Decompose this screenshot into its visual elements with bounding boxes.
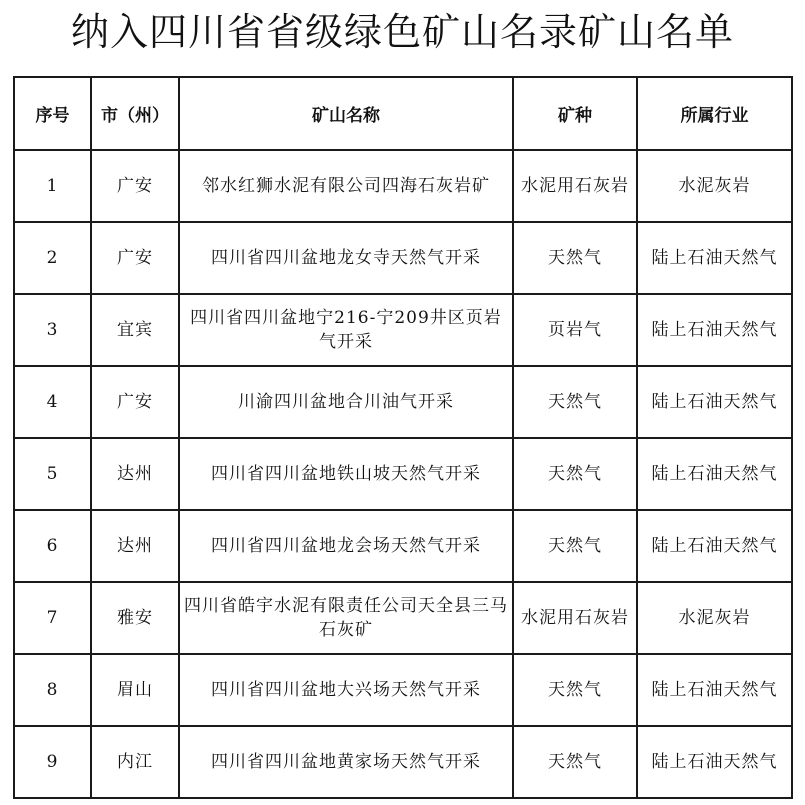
row-mineral: 天然气: [513, 438, 637, 510]
row-index: 8: [14, 654, 91, 726]
row-mine-name: 四川省四川盆地大兴场天然气开采: [179, 654, 513, 726]
table-row: [14, 582, 792, 654]
row-index: 9: [14, 726, 91, 798]
table-row: [14, 654, 792, 726]
row-mineral: 天然气: [513, 222, 637, 294]
row-mineral: 页岩气: [513, 294, 637, 366]
row-industry: 水泥灰岩: [637, 582, 792, 654]
row-mine-name: 四川省四川盆地铁山坡天然气开采: [179, 438, 513, 510]
row-industry: 陆上石油天然气: [637, 294, 792, 366]
row-industry: 陆上石油天然气: [637, 366, 792, 438]
row-index: 6: [14, 510, 91, 582]
row-mineral: 天然气: [513, 366, 637, 438]
table-row: [14, 222, 792, 294]
row-city: 达州: [91, 510, 179, 582]
row-index: 4: [14, 366, 91, 438]
row-index: 2: [14, 222, 91, 294]
header-index: 序号: [14, 77, 91, 150]
row-city: 达州: [91, 438, 179, 510]
row-city: 眉山: [91, 654, 179, 726]
row-index: 5: [14, 438, 91, 510]
mine-list-table: [13, 76, 793, 799]
row-index: 3: [14, 294, 91, 366]
row-mine-name: 四川省四川盆地龙会场天然气开采: [179, 510, 513, 582]
row-city: 广安: [91, 150, 179, 222]
row-mineral: 水泥用石灰岩: [513, 582, 637, 654]
row-mineral: 水泥用石灰岩: [513, 150, 637, 222]
row-mine-name: 四川省四川盆地黄家场天然气开采: [179, 726, 513, 798]
row-mine-name: 川渝四川盆地合川油气开采: [179, 366, 513, 438]
row-city: 宜宾: [91, 294, 179, 366]
row-mine-name: 四川省四川盆地宁216-宁209井区页岩气开采: [179, 294, 513, 366]
row-industry: 水泥灰岩: [637, 150, 792, 222]
row-city: 广安: [91, 366, 179, 438]
table-header-row: [14, 77, 792, 150]
row-index: 7: [14, 582, 91, 654]
row-index: 1: [14, 150, 91, 222]
row-industry: 陆上石油天然气: [637, 510, 792, 582]
row-mine-name: 邻水红狮水泥有限公司四海石灰岩矿: [179, 150, 513, 222]
row-mine-name: 四川省四川盆地龙女寺天然气开采: [179, 222, 513, 294]
row-industry: 陆上石油天然气: [637, 726, 792, 798]
header-industry: 所属行业: [637, 77, 792, 150]
table-row: [14, 726, 792, 798]
document-title: 纳入四川省省级绿色矿山名录矿山名单: [70, 10, 734, 54]
table-row: [14, 510, 792, 582]
table-row: [14, 438, 792, 510]
header-city: 市（州）: [91, 77, 179, 150]
row-city: 广安: [91, 222, 179, 294]
row-mine-name: 四川省皓宇水泥有限责任公司天全县三马石灰矿: [179, 582, 513, 654]
row-city: 雅安: [91, 582, 179, 654]
header-mineral: 矿种: [513, 77, 637, 150]
table-row: [14, 294, 792, 366]
table-row: [14, 366, 792, 438]
row-city: 内江: [91, 726, 179, 798]
row-mineral: 天然气: [513, 510, 637, 582]
header-mine-name: 矿山名称: [179, 77, 513, 150]
row-industry: 陆上石油天然气: [637, 222, 792, 294]
row-mineral: 天然气: [513, 654, 637, 726]
table-row: [14, 150, 792, 222]
row-industry: 陆上石油天然气: [637, 654, 792, 726]
row-industry: 陆上石油天然气: [637, 438, 792, 510]
row-mineral: 天然气: [513, 726, 637, 798]
